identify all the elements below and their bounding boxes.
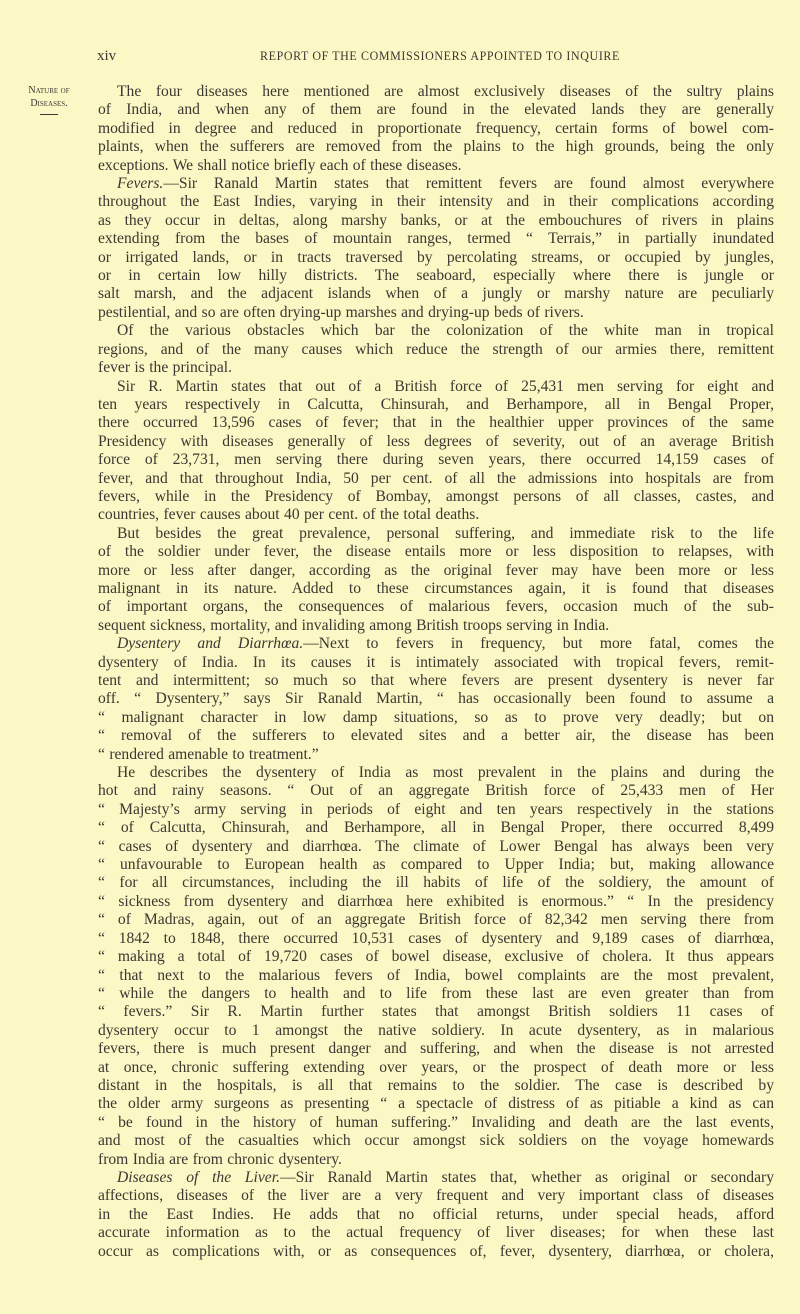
line-text: accurate information as to the actual frequency of liver diseases; for when these last xyxy=(98,1224,774,1242)
text-line xyxy=(98,1132,774,1150)
text-line xyxy=(98,267,774,285)
text-line xyxy=(98,1151,774,1169)
line-text: —Sir Ranald Martin states that remittent fevers are found almost everywhere xyxy=(163,175,774,193)
text-line xyxy=(98,782,774,800)
line-text: “ cases of dysentery and diarrhœa. The climate of Lower Bengal has always been very xyxy=(98,837,774,855)
line-text: of India, and when any of them are found in the elevated lands they are generally xyxy=(98,101,774,119)
text-line xyxy=(98,985,774,1003)
text-line xyxy=(98,690,774,708)
line-text: “ removal of the sufferers to elevated sites and a better air, the disease has been xyxy=(98,727,774,745)
text-line xyxy=(98,1114,774,1132)
line-text: “ malignant character in low damp situations, so as to prove very deadly; but on xyxy=(98,708,774,726)
line-text: or in certain low hilly districts. The seaboard, especially where there is jungle or xyxy=(98,267,774,285)
text-line xyxy=(98,819,774,837)
page-number: xiv xyxy=(97,48,117,64)
text-line xyxy=(98,1187,774,1205)
line-text: hot and rainy seasons. “ Out of an aggregate British force of 25,433 men of Her xyxy=(98,782,774,800)
paragraph xyxy=(98,175,774,322)
text-line xyxy=(98,562,774,580)
text-line xyxy=(98,138,774,156)
text-line xyxy=(98,1040,774,1058)
text-line xyxy=(98,948,774,966)
text-line xyxy=(98,249,774,267)
text-line xyxy=(98,543,774,561)
line-text: dysentery occur to 1 amongst the native soldiery. In acute dysentery, as in malarious xyxy=(98,1021,774,1039)
text-line xyxy=(98,488,774,506)
line-text: of the soldier under fever, the disease entails more or less disposition to relapses, with xyxy=(98,543,774,561)
text-line xyxy=(98,470,774,488)
text-line xyxy=(98,967,774,985)
text-line xyxy=(98,157,774,175)
text-line xyxy=(98,746,774,764)
paragraph xyxy=(98,1169,774,1261)
line-text: occur as complications with, or as consequences of, fever, dysentery, diarrhœa, or cholera, xyxy=(98,1242,774,1260)
line-text: dysentery of India. In its causes it is intimately associated with tropical fevers, remit- xyxy=(98,653,774,671)
text-line xyxy=(98,378,774,396)
text-line xyxy=(98,654,774,672)
line-text: Presidency with diseases generally of less degrees of severity, out of an average British xyxy=(98,432,774,450)
paragraph xyxy=(98,635,774,764)
line-text: as they occur in deltas, along marshy banks, or at the embouchures of rivers in plains xyxy=(98,211,774,229)
section-heading: Dysentery and Diarrhœa. xyxy=(117,635,304,653)
line-text: affections, diseases of the liver are a very frequent and very important class of diseases xyxy=(98,1187,774,1205)
line-text: there occurred 13,596 cases of fever; that in the healthier upper provinces of the same xyxy=(98,414,774,432)
text-line xyxy=(98,617,774,635)
text-line xyxy=(98,672,774,690)
line-text: more or less after danger, according as the original fever may have been more or less xyxy=(98,561,774,579)
text-line xyxy=(98,101,774,119)
text-line xyxy=(98,1059,774,1077)
line-text: from India are from chronic dysentery. xyxy=(98,1150,342,1168)
text-line xyxy=(98,414,774,432)
line-text: “ fevers.” Sir R. Martin further states that amongst British soldiers 11 cases of xyxy=(98,1003,774,1021)
line-text: extending from the bases of mountain ranges, termed “ Terrais,” in partially inundated xyxy=(98,230,774,248)
text-line xyxy=(98,911,774,929)
line-text: “ rendered amenable to treatment.” xyxy=(98,745,319,763)
text-line xyxy=(98,451,774,469)
line-text: “ sickness from dysentery and diarrhœa here exhibited is enormous.” “ In the presidency xyxy=(98,892,774,910)
line-text: of important organs, the consequences of malarious fevers, occasion much of the sub- xyxy=(98,598,774,616)
line-text: —Sir Ranald Martin states that, whether as original or secondary xyxy=(279,1168,774,1186)
text-line xyxy=(98,1077,774,1095)
line-text: in the East Indies. He adds that no official returns, under special heads, afford xyxy=(98,1205,774,1223)
line-text: or irrigated lands, or in tracts traversed by percolating streams, or occupied by jungles, xyxy=(98,248,774,266)
line-text: The four diseases here mentioned are almost exclusively diseases of the sultry plains xyxy=(117,83,774,100)
line-text: regions, and of the many causes which reduce the strength of our armies there, remittent xyxy=(98,340,774,358)
text-line xyxy=(98,874,774,892)
line-text: the older army surgeons as presenting “ a spectacle of distress of as pitiable a kind as can xyxy=(98,1095,774,1113)
text-line xyxy=(98,359,774,377)
text-line xyxy=(98,635,774,653)
line-text: “ be found in the history of human suffering.” Invaliding and death are the last events, xyxy=(98,1113,774,1131)
line-text: force of 23,731, men serving there during seven years, there occurred 14,159 cases of xyxy=(98,451,774,469)
text-line xyxy=(98,930,774,948)
margin-note-line: Diseases. xyxy=(30,98,68,109)
line-text: plaints, when the sufferers are removed from the plains to the high grounds, being the only xyxy=(98,138,774,156)
text-line xyxy=(98,801,774,819)
line-text: ten years respectively in Calcutta, Chinsurah, and Berhampore, all in Bengal Proper, xyxy=(98,395,774,413)
line-text: malignant in its nature. Added to these circumstances again, it is found that diseases xyxy=(98,579,774,597)
line-text: “ of Madras, again, out of an aggregate British force of 82,342 men serving there from xyxy=(98,911,774,929)
line-text: Sir R. Martin states that out of a British force of 25,431 men serving for eight and xyxy=(117,377,774,395)
line-text: Of the various obstacles which bar the colonization of the white man in tropical xyxy=(117,322,774,340)
margin-note-rule xyxy=(40,114,58,115)
text-line xyxy=(98,304,774,322)
text-line xyxy=(98,322,774,340)
line-text: off. “ Dysentery,” says Sir Ranald Martin, “ has occasionally been found to assume a xyxy=(98,690,774,708)
line-text: “ while the dangers to health and to life from these last are even greater than from xyxy=(98,984,774,1002)
line-text: tent and intermittent; so much so that where fevers are present dysentery is never far xyxy=(98,672,774,689)
text-line xyxy=(98,230,774,248)
text-line xyxy=(98,1206,774,1224)
section-heading: Fevers. xyxy=(117,175,164,193)
text-line xyxy=(98,193,774,211)
line-text: modified in degree and reduced in proportionate frequency, certain forms of bowel com- xyxy=(98,119,774,137)
line-text: “ unfavourable to European health as compared to Upper India; but, making allowance xyxy=(98,856,774,874)
line-text: fevers, there is much present danger and suffering, and when the disease is not arrested xyxy=(98,1040,774,1058)
body-text xyxy=(98,83,774,1261)
line-text: “ 1842 to 1848, there occurred 10,531 cases of dysentery and 9,189 cases of diarrhœa, xyxy=(98,929,774,947)
text-line xyxy=(98,285,774,303)
paragraph xyxy=(98,322,774,377)
text-line xyxy=(98,1169,774,1187)
line-text: sequent sickness, mortality, and invaliding among British troops serving in India. xyxy=(98,616,610,634)
line-text: “ making a total of 19,720 cases of bowel disease, exclusive of cholera. It thus appears xyxy=(98,948,774,966)
text-line xyxy=(98,341,774,359)
line-text: salt marsh, and the adjacent islands when of a jungly or marshy nature are peculiarly xyxy=(98,285,774,303)
paragraph xyxy=(98,764,774,1169)
line-text: countries, fever causes about 40 per cent. of the total deaths. xyxy=(98,506,480,524)
text-line xyxy=(98,856,774,874)
text-line xyxy=(98,396,774,414)
text-line xyxy=(98,727,774,745)
text-line xyxy=(98,433,774,451)
line-text: But besides the great prevalence, personal suffering, and immediate risk to the life xyxy=(117,524,774,542)
text-line xyxy=(98,838,774,856)
line-text: distant in the hospitals, is all that remains to the soldier. The case is described by xyxy=(98,1076,774,1094)
line-text: fever, and that throughout India, 50 per cent. of all the admissions into hospitals are from xyxy=(98,469,774,487)
text-line xyxy=(98,893,774,911)
line-text: “ for all circumstances, including the ill habits of life of the soldiery, the amount of xyxy=(98,874,774,892)
text-line xyxy=(98,764,774,782)
text-line xyxy=(98,598,774,616)
line-text: and most of the casualties which occur amongst sick soldiers on the voyage homewards xyxy=(98,1132,774,1150)
text-line xyxy=(98,175,774,193)
text-line xyxy=(98,1095,774,1113)
text-line xyxy=(98,580,774,598)
running-head: REPORT OF THE COMMISSIONERS APPOINTED TO INQUIRE xyxy=(260,48,620,64)
line-text: at once, chronic suffering extending over years, or the prospect of death more or less xyxy=(98,1058,774,1076)
line-text: He describes the dysentery of India as most prevalent in the plains and during the xyxy=(117,764,774,782)
line-text: fevers, while in the Presidency of Bombay, amongst persons of all classes, castes, and xyxy=(98,487,774,505)
text-line xyxy=(98,709,774,727)
text-line xyxy=(98,120,774,138)
text-line xyxy=(98,1022,774,1040)
margin-note-line: Nature of xyxy=(28,85,70,96)
line-text: “ that next to the malarious fevers of India, bowel complaints are the most prevalent, xyxy=(98,966,774,984)
line-text: throughout the East Indies, varying in their intensity and in their complications according xyxy=(98,193,774,211)
paragraph xyxy=(98,378,774,525)
text-line xyxy=(98,506,774,524)
paragraph xyxy=(98,525,774,635)
margin-note xyxy=(14,84,84,115)
section-heading: Diseases of the Liver. xyxy=(117,1168,280,1186)
text-line xyxy=(98,1224,774,1242)
text-line xyxy=(98,83,774,101)
line-text: “ of Calcutta, Chinsurah, and Berhampore, all in Bengal Proper, there occurred 8,499 xyxy=(98,819,774,837)
paragraph xyxy=(98,83,774,175)
line-text: exceptions. We shall notice briefly each of these diseases. xyxy=(98,156,462,174)
text-line xyxy=(98,525,774,543)
text-line xyxy=(98,212,774,230)
text-line xyxy=(98,1003,774,1021)
line-text: pestilential, and so are often drying-up marshes and drying-up beds of rivers. xyxy=(98,303,584,321)
text-line xyxy=(98,1243,774,1261)
line-text: “ Majesty’s army serving in periods of eight and ten years respectively in the stations xyxy=(98,800,774,818)
line-text: —Next to fevers in frequency, but more fatal, comes the xyxy=(303,635,774,653)
line-text: fever is the principal. xyxy=(98,359,232,377)
